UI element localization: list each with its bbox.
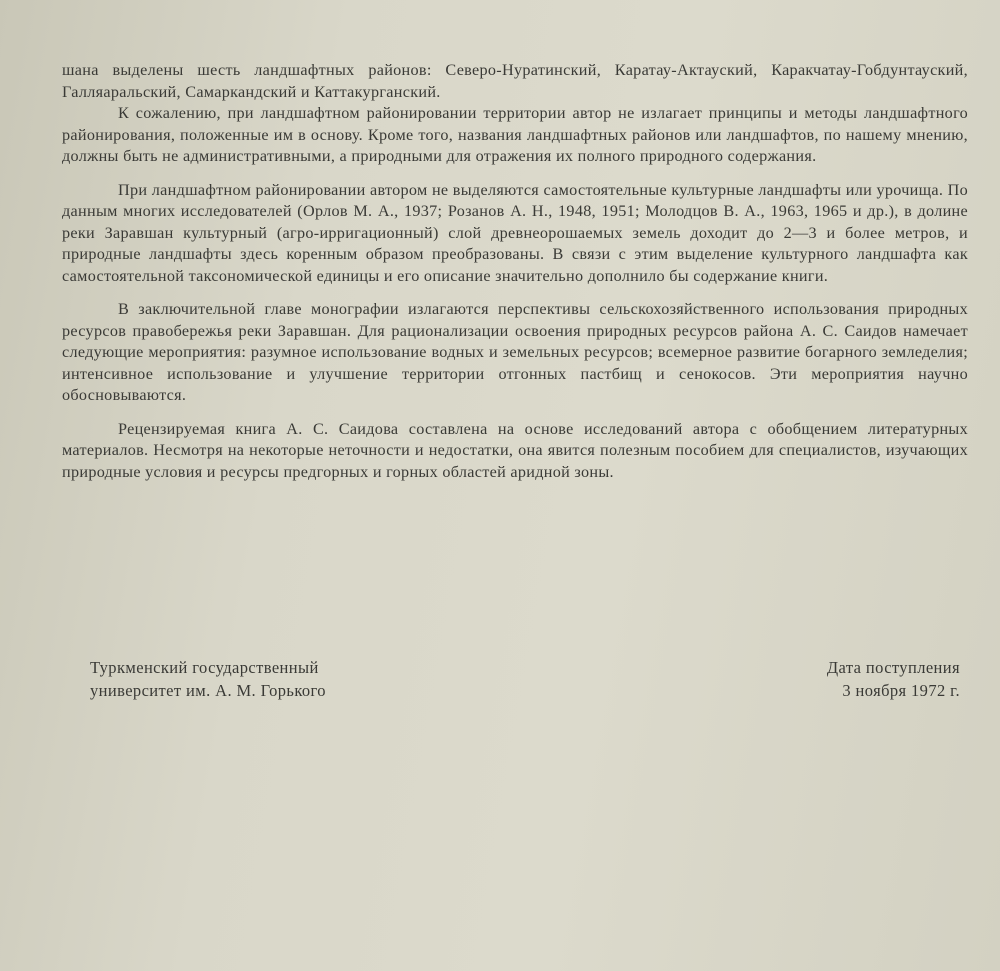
paragraph: При ландшафтном районировании автором не выделяются самостоятельные культурные ландшафты или урочища. По данным многих исследователей (Орлов М. А., 1937; Розанов А. Н., 1948, 1951; Молодцов В. А., 1963, 1965 и др.), в долине реки Заравшан культурный (агро-ирригационный) слой древнеорошаемых земель доходит до 2—3 и более метров, и природные ландшафты здесь коренным образом преобразованы. В связи с этим выделение культурного ландшафта как самостоятельной таксономической единицы и его описание значительно дополнило бы содержание книги. <box>62 180 968 285</box>
body-text <box>62 60 968 495</box>
institution-line: Туркменский государственный <box>90 658 319 677</box>
paragraph: К сожалению, при ландшафтном районировании территории автор не излагает принципы и методы ландшафтного районирования, положенные им в основу. Кроме того, названия ландшафтных районов или ландшафтов, по нашему мнению, должны быть не административными, а природными для отражения их полного природного содержания. <box>62 104 968 165</box>
received-date <box>740 656 960 702</box>
institution-line: университет им. А. М. Горького <box>90 681 326 700</box>
paragraph-continued: шана выделены шесть ландшафтных районов: Северо-Нуратинский, Каратау-Актауский, Каракчатау-Гобдунтауский, Галляаральский, Самаркандский и Каттакурганский. <box>62 61 968 101</box>
date-value: 3 ноября 1972 г. <box>842 681 960 700</box>
date-label: Дата поступления <box>826 658 960 677</box>
paragraph: В заключительной главе монографии излагаются перспективы сельскохозяйственного использования природных ресурсов правобережья реки Заравшан. Для рационализации освоения природных ресурсов района А. С. Саидов намечает следующие мероприятия: разумное использование водных и земельных ресурсов; всемерное развитие богарного земледелия; интенсивное использование и улучшение территории отгонных пастбищ и сенокосов. Эти мероприятия научно обосновываются. <box>62 300 968 404</box>
paragraph: Рецензируемая книга А. С. Саидова составлена на основе исследований автора с обобщением литературных материалов. Несмотря на некоторые неточности и недостатки, она явится полезным пособием для специалистов, изучающих природные условия и ресурсы предгорных и горных областей аридной зоны. <box>62 419 968 481</box>
institution-signature <box>90 656 450 702</box>
